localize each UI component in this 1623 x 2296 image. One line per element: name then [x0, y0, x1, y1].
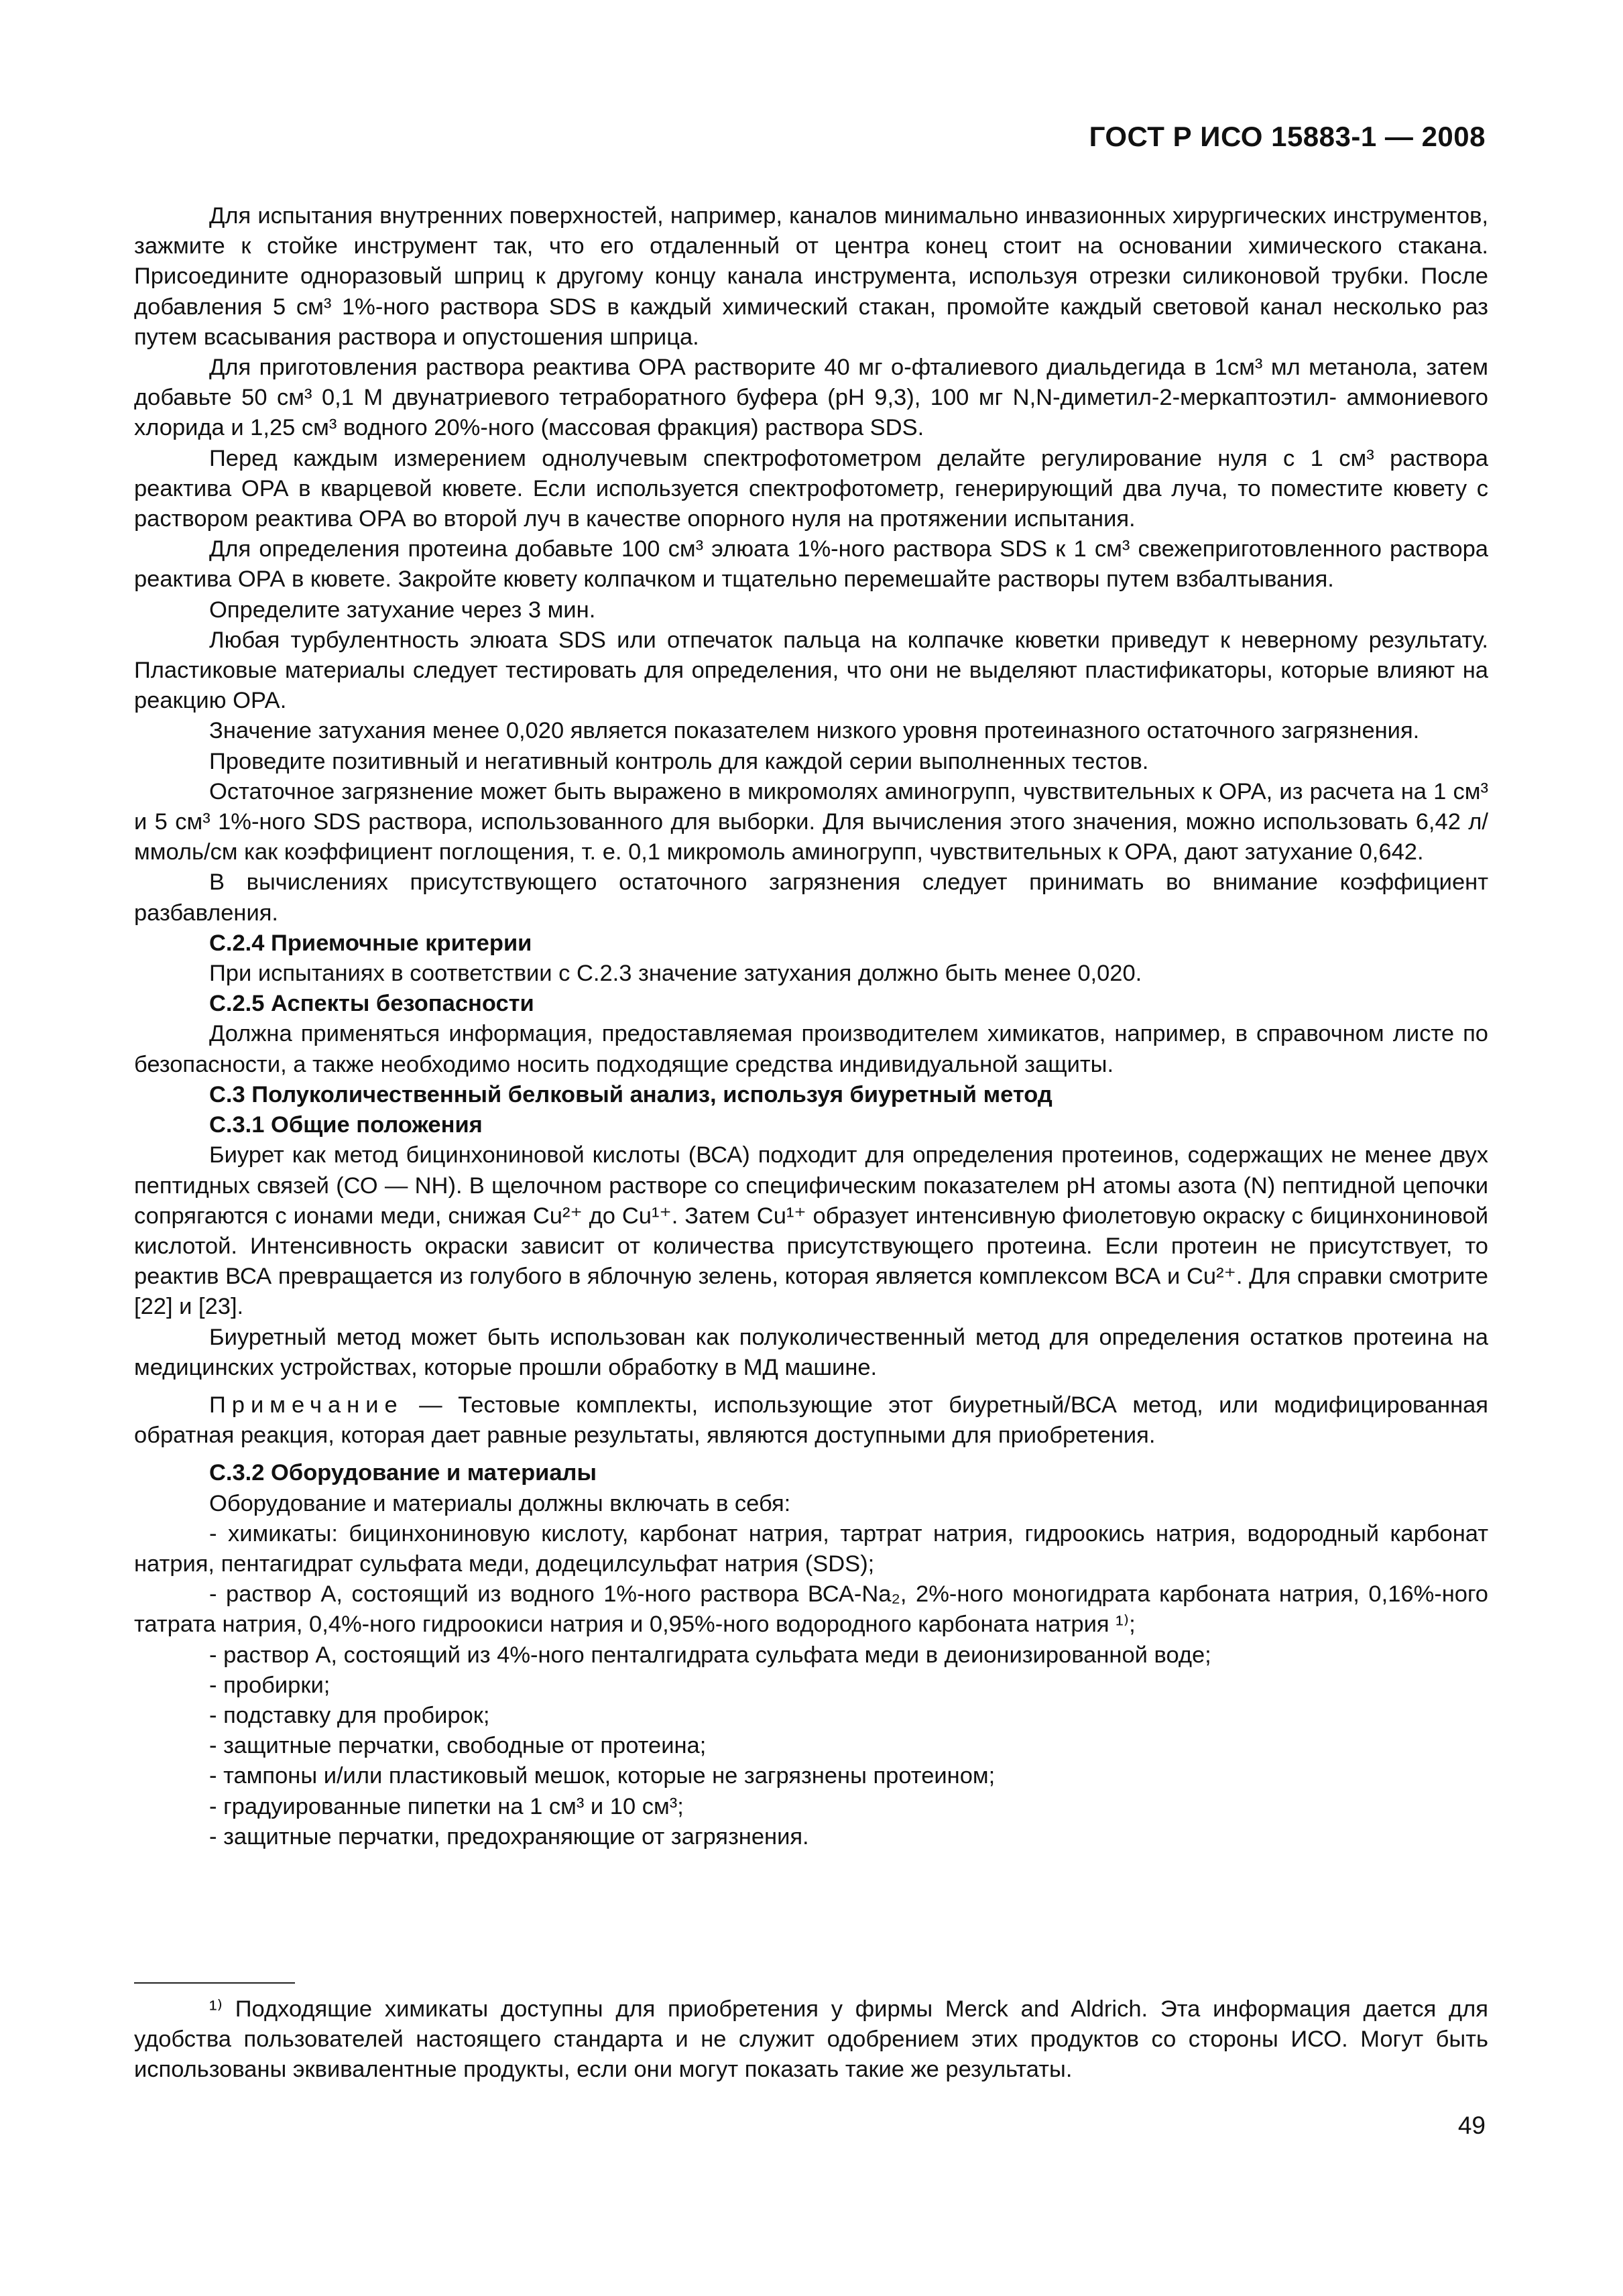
body-paragraph: - раствор А, состоящий из водного 1%-ного раствора ВСА-Na₂, 2%-ного моногидрата карбоната натрия, 0,16%-ного татрата натрия, 0,4%-ного гидроокиси натрия и 0,95%-ного водородного карбоната натрия ¹⁾; — [134, 1581, 1488, 1638]
body-paragraph: - раствор А, состоящий из 4%-ного пенталгидрата сульфата меди в деионизированной воде; — [209, 1642, 1211, 1668]
body-paragraph: Любая турбулентность элюата SDS или отпечаток пальца на колпачке кюветки приведут к неверному результату. Пластиковые материалы следует тестировать для определения, что они не выделяют пластификаторы, которые влияют на реакцию ОРА. — [134, 627, 1488, 714]
body-paragraph: - химикаты: бицинхониновую кислоту, карбонат натрия, тартрат натрия, гидроокись натрия, водородный карбонат натрия, пентагидрат сульфата меди, додецилсульфат натрия (SDS); — [134, 1520, 1488, 1577]
body-paragraph: - защитные перчатки, свободные от протеина; — [209, 1733, 707, 1759]
body-paragraph: Биурет как метод бицинхониновой кислоты (ВСА) подходит для определения протеинов, содержащих не менее двух пептидных связей (СО — NH). В щелочном растворе со специфическим показателем рН атомы азота (N) пептидной цепочки сопрягаются с ионами меди, снижая Cu²⁺ до Cu¹⁺. Затем Cu¹⁺ образует интенсивную фиолетовую окраску с бицинхониновой кислотой. Интенсивность окраски зависит от количества присутствующего протеина. Если протеин не присутствует, то реактив ВСА превращается из голубого в яблочную зелень, которая является комплексом ВСА и Cu²⁺. Для справки смотрите [22] и [23]. — [134, 1142, 1488, 1320]
main-body-text — [134, 201, 1488, 1852]
body-paragraph: - защитные перчатки, предохраняющие от загрязнения. — [209, 1823, 809, 1850]
section-heading: С.2.5 Аспекты безопасности — [209, 991, 534, 1017]
body-paragraph: Оборудование и материалы должны включать в себя: — [209, 1490, 791, 1516]
note-label: Примечание — [209, 1392, 404, 1418]
body-paragraph: - подставку для пробирок; — [209, 1702, 490, 1728]
body-paragraph: Для испытания внутренних поверхностей, например, каналов минимально инвазионных хирургических инструментов, зажмите к стойке инструмент так, что его отдаленный от центра конец стоит на основании химического стакана. Присоедините одноразовый шприц к другому концу канала инструмента, используя отрезки силиконовой трубки. После добавления 5 см³ 1%-ного раствора SDS в каждый химический стакан, промойте каждый световой канал несколько раз путем всасывания раствора и опустошения шприца. — [134, 203, 1488, 350]
body-paragraph: В вычислениях присутствующего остаточного загрязнения следует принимать во внимание коэффициент разбавления. — [134, 869, 1488, 926]
section-heading: С.2.4 Приемочные критерии — [209, 930, 532, 956]
body-paragraph: Определите затухание через 3 мин. — [209, 597, 596, 623]
note-text: — Тестовые комплекты, использующие этот биуретный/ВСА метод, или модифицированная обратная реакция, которая дает равные результаты, являются доступными для приобретения. — [134, 1392, 1488, 1449]
body-paragraph: Остаточное загрязнение может быть выражено в микромолях аминогрупп, чувствительных к ОРА, из расчета на 1 см³ и 5 см³ 1%-ного SDS раствора, использованного для выборки. Для вычисления этого значения, можно использовать 6,42 л/ммоль/см как коэффициент поглощения, т. е. 0,1 микромоль аминогрупп, чувствительных к ОРА, дают затухание 0,642. — [134, 778, 1488, 865]
body-paragraph: Для приготовления раствора реактива ОРА растворите 40 мг о-фталиевого диальдегида в 1см³ мл метанола, затем добавьте 50 см³ 0,1 М двунатриевого тетраборатного буфера (рН 9,3), 100 мг N,N-диметил-2-меркаптоэтил- аммониевого хлорида и 1,25 см³ водного 20%-ного (массовая фракция) раствора SDS. — [134, 355, 1488, 441]
body-paragraph: - градуированные пипетки на 1 см³ и 10 см³; — [209, 1793, 684, 1819]
body-paragraph: Проведите позитивный и негативный контроль для каждой серии выполненных тестов. — [209, 748, 1149, 774]
section-heading: С.3 Полуколичественный белковый анализ, используя биуретный метод — [209, 1081, 1053, 1107]
footnote-text: ¹⁾ Подходящие химикаты доступны для приобретения у фирмы Merck and Aldrich. Эта информация дается для удобства пользователей настоящего стандарта и не служит одобрением этих продуктов со стороны ИСО. Могут быть использованы эквивалентные продукты, если они могут показать такие же результаты. — [134, 1996, 1488, 2083]
body-paragraph: Биуретный метод может быть использован как полуколичественный метод для определения остатков протеина на медицинских устройствах, которые прошли обработку в МД машине. — [134, 1324, 1488, 1380]
body-paragraph: Перед каждым измерением однолучевым спектрофотометром делайте регулирование нуля с 1 см³ раствора реактива ОРА в кварцевой кювете. Если используется спектрофотометр, генерирующий два луча, то поместите кювету с раствором реактива ОРА во второй луч в качестве опорного нуля на протяжении испытания. — [134, 445, 1488, 532]
body-paragraph: Для определения протеина добавьте 100 см³ элюата 1%-ного раствора SDS к 1 см³ свежеприготовленного раствора реактива ОРА в кювете. Закройте кювету колпачком и тщательно перемешайте растворы путем взбалтывания. — [134, 536, 1488, 593]
body-paragraph: Значение затухания менее 0,020 является показателем низкого уровня протеиназного остаточного загрязнения. — [209, 718, 1420, 744]
standard-header: ГОСТ Р ИСО 15883-1 — 2008 — [1089, 121, 1486, 152]
page-number: 49 — [1457, 2112, 1486, 2139]
section-heading: С.3.1 Общие положения — [209, 1112, 483, 1138]
footnote-divider — [134, 1982, 295, 1984]
body-paragraph: - тампоны и/или пластиковый мешок, которые не загрязнены протеином; — [209, 1763, 996, 1789]
note-paragraph — [134, 1390, 1488, 1451]
section-heading: С.3.2 Оборудование и материалы — [209, 1460, 597, 1486]
body-paragraph: - пробирки; — [209, 1672, 330, 1698]
body-paragraph: При испытаниях в соответствии с С.2.3 значение затухания должно быть менее 0,020. — [209, 961, 1142, 987]
footnote — [134, 1994, 1488, 2086]
body-paragraph: Должна применяться информация, предоставляемая производителем химикатов, например, в справочном листе по безопасности, а также необходимо носить подходящие средства индивидуальной защиты. — [134, 1021, 1488, 1077]
